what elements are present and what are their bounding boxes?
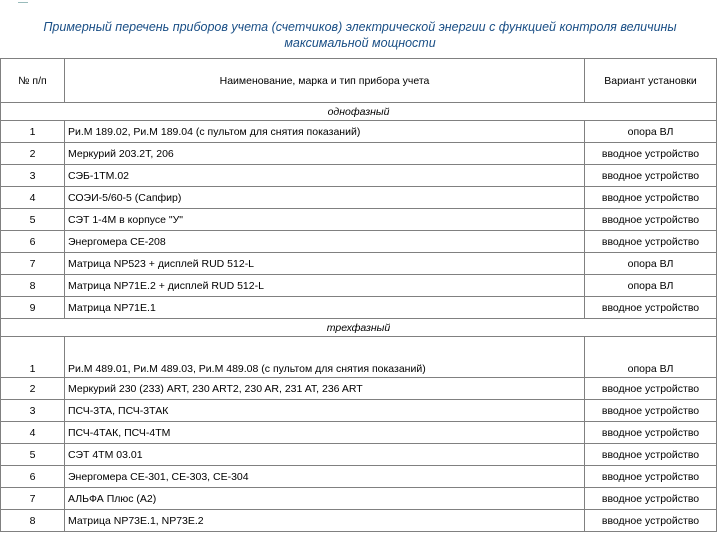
- cell-name: СЭБ-1ТМ.02: [65, 165, 585, 187]
- cell-num: 5: [1, 444, 65, 466]
- cell-num: 7: [1, 253, 65, 275]
- table-row: [1, 209, 717, 231]
- cell-variant: вводное устройство: [585, 143, 717, 165]
- table-row: [1, 121, 717, 143]
- header-name: Наименование, марка и тип прибора учета: [65, 59, 585, 103]
- cell-name: ПСЧ-4ТАК, ПСЧ-4ТМ: [65, 422, 585, 444]
- cell-num: 1: [1, 337, 65, 378]
- header-variant: Вариант установки: [585, 59, 717, 103]
- cell-num: 6: [1, 466, 65, 488]
- cell-name: Ри.М 489.01, Ри.М 489.03, Ри.М 489.08 (с пультом для снятия показаний): [65, 337, 585, 378]
- table-header-row: [1, 59, 717, 103]
- cell-name: СЭТ 1-4М в корпусе "У": [65, 209, 585, 231]
- cell-variant: вводное устройство: [585, 510, 717, 532]
- section-label: трехфазный: [1, 319, 717, 337]
- table-row: [1, 297, 717, 319]
- table-row: [1, 143, 717, 165]
- cell-variant: опора ВЛ: [585, 121, 717, 143]
- cell-num: 5: [1, 209, 65, 231]
- table-row: [1, 165, 717, 187]
- cell-num: 2: [1, 378, 65, 400]
- cell-name: Меркурий 203.2Т, 206: [65, 143, 585, 165]
- cell-variant: вводное устройство: [585, 165, 717, 187]
- cell-variant: вводное устройство: [585, 422, 717, 444]
- corner-mark: [18, 2, 28, 3]
- cell-variant: вводное устройство: [585, 488, 717, 510]
- cell-name: ПСЧ-3ТА, ПСЧ-3ТАК: [65, 400, 585, 422]
- header-num: № п/п: [1, 59, 65, 103]
- cell-name: СЭТ 4ТМ 03.01: [65, 444, 585, 466]
- cell-num: 4: [1, 422, 65, 444]
- cell-name: Энергомера СЕ-208: [65, 231, 585, 253]
- cell-name: Матрица NP71E.2 + дисплей RUD 512-L: [65, 275, 585, 297]
- cell-variant: вводное устройство: [585, 466, 717, 488]
- cell-num: 6: [1, 231, 65, 253]
- section-label: однофазный: [1, 103, 717, 121]
- table-row: [1, 488, 717, 510]
- cell-variant: вводное устройство: [585, 187, 717, 209]
- cell-variant: вводное устройство: [585, 209, 717, 231]
- cell-num: 8: [1, 510, 65, 532]
- section-row: [1, 319, 717, 337]
- cell-variant: вводное устройство: [585, 297, 717, 319]
- table-row: [1, 378, 717, 400]
- cell-num: 3: [1, 165, 65, 187]
- cell-num: 7: [1, 488, 65, 510]
- section-row: [1, 103, 717, 121]
- cell-name: СОЭИ-5/60-5 (Сапфир): [65, 187, 585, 209]
- table-row: [1, 466, 717, 488]
- cell-num: 8: [1, 275, 65, 297]
- cell-name: Меркурий 230 (233) ART, 230 ART2, 230 AR, 231 AT, 236 ART: [65, 378, 585, 400]
- meters-table: [0, 58, 717, 532]
- cell-name: АЛЬФА Плюс (А2): [65, 488, 585, 510]
- cell-name: Энергомера СЕ-301, СЕ-303, СЕ-304: [65, 466, 585, 488]
- table-row: [1, 231, 717, 253]
- cell-name: Матрица NP71E.1: [65, 297, 585, 319]
- cell-variant: вводное устройство: [585, 444, 717, 466]
- table-row: [1, 253, 717, 275]
- cell-variant: вводное устройство: [585, 378, 717, 400]
- cell-name: Матрица NP523 + дисплей RUD 512-L: [65, 253, 585, 275]
- table-row: [1, 275, 717, 297]
- table-row: [1, 187, 717, 209]
- table-body: [1, 103, 717, 532]
- cell-num: 1: [1, 121, 65, 143]
- table-row: [1, 337, 717, 378]
- cell-num: 9: [1, 297, 65, 319]
- cell-variant: вводное устройство: [585, 231, 717, 253]
- table-row: [1, 422, 717, 444]
- table-row: [1, 444, 717, 466]
- cell-variant: вводное устройство: [585, 400, 717, 422]
- table-row: [1, 400, 717, 422]
- cell-num: 3: [1, 400, 65, 422]
- document-title: Примерный перечень приборов учета (счетчиков) электрической энергии с функцией контроля величины максимальной мощности: [43, 20, 677, 50]
- cell-num: 2: [1, 143, 65, 165]
- cell-num: 4: [1, 187, 65, 209]
- table-row: [1, 510, 717, 532]
- cell-variant: опора ВЛ: [585, 275, 717, 297]
- cell-name: Матрица NP73E.1, NP73E.2: [65, 510, 585, 532]
- cell-variant: опора ВЛ: [585, 253, 717, 275]
- cell-name: Ри.М 189.02, Ри.М 189.04 (с пультом для снятия показаний): [65, 121, 585, 143]
- cell-variant: опора ВЛ: [585, 337, 717, 378]
